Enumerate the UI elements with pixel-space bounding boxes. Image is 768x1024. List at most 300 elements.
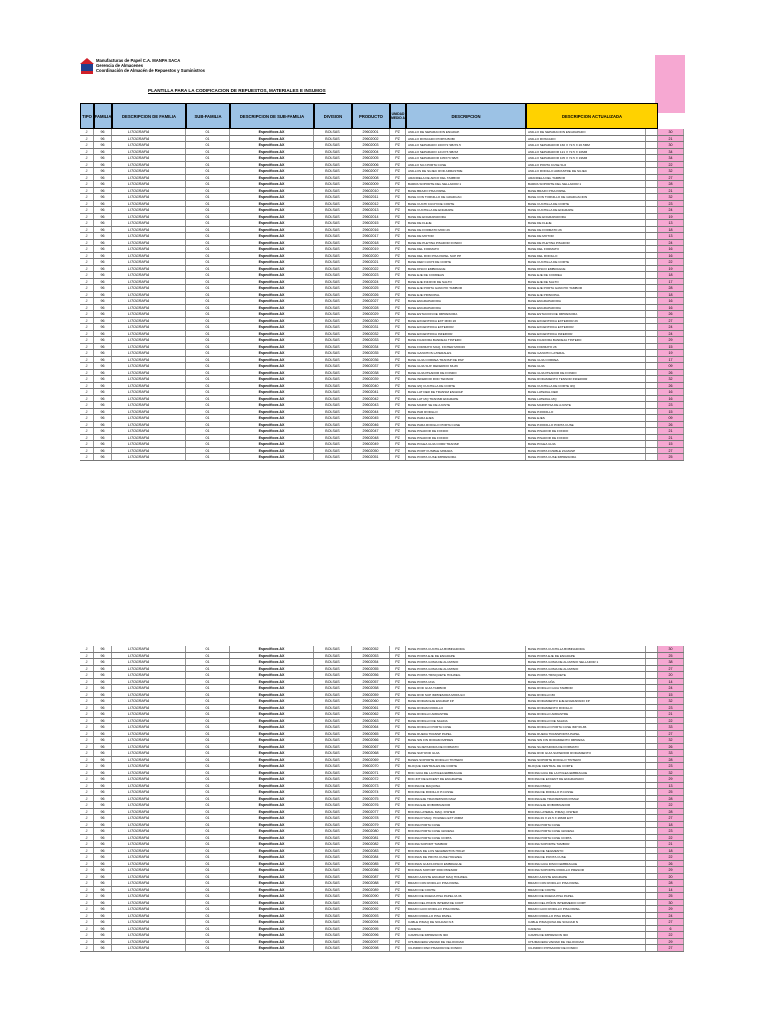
cell-desc-familia: LITOGRAFIA	[112, 441, 186, 447]
cell-division: BOLSAS	[314, 731, 352, 737]
cell-count: 19	[658, 350, 684, 356]
cell-desc-familia: LITOGRAFIA	[112, 679, 186, 685]
cell-tipo: J	[80, 227, 94, 233]
cell-tipo: J	[80, 142, 94, 148]
cell-producto: 29602064	[352, 724, 390, 730]
cell-division: BOLSAS	[314, 809, 352, 815]
cell-sub-familia: 01	[186, 370, 230, 376]
cell-spacer	[646, 136, 658, 142]
header-descripcion-actualizada: DESCRIPCION ACTUALIZADA	[526, 103, 658, 129]
cell-producto: 29602054	[352, 659, 390, 665]
cell-tipo: J	[80, 939, 94, 945]
cell-descripcion: BASE RUEDA TRANSP PAPEL	[406, 731, 526, 737]
cell-descripcion-actualizada: BOCINA P/MAQ	[526, 783, 646, 789]
cell-descripcion-actualizada: BOCINA SOPORTE TAMBOR	[526, 841, 646, 847]
cell-descripcion-actualizada: BASE EJE DE CORREA	[526, 272, 646, 278]
cell-sub-familia: 01	[186, 744, 230, 750]
cell-count: 38	[658, 659, 684, 665]
cell-descripcion-actualizada: BASE RUEDA TRANSPORTA PAPEL	[526, 731, 646, 737]
cell-descripcion-actualizada: BASE DE MOTOR	[526, 233, 646, 239]
cell-familia: 96	[94, 441, 112, 447]
cell-descripcion-actualizada: BASE PORTA UÑA	[526, 679, 646, 685]
cell-tipo: J	[80, 757, 94, 763]
table-row	[80, 454, 684, 461]
cell-desc-familia: LITOGRAFIA	[112, 233, 186, 239]
cell-spacer	[646, 415, 658, 421]
cell-unidad: PZ	[390, 705, 406, 711]
cell-familia: 96	[94, 311, 112, 317]
cell-tipo: J	[80, 383, 94, 389]
cell-count: 21	[658, 428, 684, 434]
cell-descripcion: CADENA	[406, 926, 526, 932]
cell-tipo: J	[80, 705, 94, 711]
cell-division: BOLSAS	[314, 155, 352, 161]
cell-desc-familia: LITOGRAFIA	[112, 259, 186, 265]
cell-count: 28	[658, 880, 684, 886]
cell-producto: 29602081	[352, 835, 390, 841]
cell-unidad: PZ	[390, 376, 406, 382]
cell-unidad: PZ	[390, 679, 406, 685]
cell-descripcion-actualizada: BASE EJE DE SALTO	[526, 279, 646, 285]
cell-sub-familia: 01	[186, 266, 230, 272]
cell-sub-familia: 01	[186, 259, 230, 265]
cell-unidad: PZ	[390, 887, 406, 893]
cell-desc-sub-familia: Especificos AX	[230, 789, 314, 795]
cell-tipo: J	[80, 711, 94, 717]
cell-desc-familia: LITOGRAFIA	[112, 396, 186, 402]
cell-desc-sub-familia: Especificos AX	[230, 750, 314, 756]
cell-producto: 29602003	[352, 142, 390, 148]
cell-tipo: J	[80, 822, 94, 828]
cell-sub-familia: 01	[186, 945, 230, 951]
cell-desc-familia: LITOGRAFIA	[112, 389, 186, 395]
cell-tipo: J	[80, 718, 94, 724]
cell-division: BOLSAS	[314, 259, 352, 265]
cell-sub-familia: 01	[186, 867, 230, 873]
cell-producto: 29602040	[352, 383, 390, 389]
cell-desc-familia: LITOGRAFIA	[112, 653, 186, 659]
cell-desc-sub-familia: Especificos AX	[230, 828, 314, 834]
cell-producto: 29602042	[352, 396, 390, 402]
cell-sub-familia: 01	[186, 396, 230, 402]
cell-descripcion: BASE LAT DER DE TRANSM ENGRAP	[406, 389, 526, 395]
cell-descripcion: BASE SUP ROD GUIA	[406, 750, 526, 756]
cell-division: BOLSAS	[314, 776, 352, 782]
cell-sub-familia: 01	[186, 285, 230, 291]
cell-desc-familia: LITOGRAFIA	[112, 815, 186, 821]
cell-producto: 29602055	[352, 666, 390, 672]
cell-descripcion-actualizada: BASE PORTA TRINQUETE	[526, 672, 646, 678]
cell-tipo: J	[80, 841, 94, 847]
cell-division: BOLSAS	[314, 822, 352, 828]
cell-producto: 29602026	[352, 292, 390, 298]
cell-spacer	[646, 867, 658, 873]
cell-producto: 29602037	[352, 363, 390, 369]
cell-producto: 29602052	[352, 646, 390, 652]
cell-unidad: PZ	[390, 266, 406, 272]
cell-division: BOLSAS	[314, 867, 352, 873]
cell-sub-familia: 01	[186, 763, 230, 769]
cell-desc-familia: LITOGRAFIA	[112, 659, 186, 665]
cell-familia: 96	[94, 240, 112, 246]
cell-count: 20	[658, 672, 684, 678]
cell-division: BOLSAS	[314, 685, 352, 691]
cell-descripcion-actualizada: BASE LATERAL IZQ	[526, 396, 646, 402]
cell-producto: 29602078	[352, 815, 390, 821]
cell-division: BOLSAS	[314, 136, 352, 142]
cell-count: 18	[658, 848, 684, 854]
cell-desc-familia: LITOGRAFIA	[112, 175, 186, 181]
cell-division: BOLSAS	[314, 396, 352, 402]
cell-desc-familia: LITOGRAFIA	[112, 757, 186, 763]
cell-descripcion: BASE CUCHILLA DE ENGRAPE	[406, 207, 526, 213]
cell-count: 34	[658, 149, 684, 155]
cell-familia: 96	[94, 227, 112, 233]
cell-descripcion: BASE SIN FIN RODAM IMPRES	[406, 737, 526, 743]
cell-descripcion-actualizada: BOCINA PORTA CUSE GRUESA	[526, 828, 646, 834]
cell-unidad: PZ	[390, 776, 406, 782]
cell-producto: 29602024	[352, 279, 390, 285]
cell-unidad: PZ	[390, 763, 406, 769]
cell-tipo: J	[80, 149, 94, 155]
cell-familia: 96	[94, 194, 112, 200]
cell-descripcion-actualizada: BASE PORTA FUSIBLE Z/LMASP	[526, 448, 646, 454]
cell-descripcion-actualizada: BASE EJES	[526, 415, 646, 421]
cell-tipo: J	[80, 188, 94, 194]
cell-spacer	[646, 828, 658, 834]
cell-producto: 29602011	[352, 194, 390, 200]
cell-tipo: J	[80, 324, 94, 330]
cell-division: BOLSAS	[314, 796, 352, 802]
cell-descripcion: BASE PORT FUSIBLE M/MARA	[406, 448, 526, 454]
cell-desc-familia: LITOGRAFIA	[112, 214, 186, 220]
cell-familia: 96	[94, 305, 112, 311]
cell-division: BOLSAS	[314, 718, 352, 724]
cell-familia: 96	[94, 272, 112, 278]
cell-desc-familia: LITOGRAFIA	[112, 207, 186, 213]
cell-desc-familia: LITOGRAFIA	[112, 155, 186, 161]
cell-division: BOLSAS	[314, 402, 352, 408]
cell-spacer	[646, 685, 658, 691]
cell-desc-familia: LITOGRAFIA	[112, 162, 186, 168]
cell-division: BOLSAS	[314, 337, 352, 343]
cell-descripcion: BASE DEL FORMATO	[406, 246, 526, 252]
cell-desc-familia: LITOGRAFIA	[112, 363, 186, 369]
cell-sub-familia: 01	[186, 428, 230, 434]
cell-spacer	[646, 240, 658, 246]
cell-desc-sub-familia: Especificos AX	[230, 292, 314, 298]
cell-sub-familia: 01	[186, 815, 230, 821]
cell-familia: 96	[94, 389, 112, 395]
cell-spacer	[646, 227, 658, 233]
cell-tipo: J	[80, 913, 94, 919]
cell-tipo: J	[80, 783, 94, 789]
cell-familia: 96	[94, 737, 112, 743]
cell-familia: 96	[94, 893, 112, 899]
cell-descripcion-actualizada: CABLE P/MAQUINA DE SOLDAR N	[526, 919, 646, 925]
cell-producto: 29602086	[352, 867, 390, 873]
cell-sub-familia: 01	[186, 874, 230, 880]
cell-division: BOLSAS	[314, 285, 352, 291]
cell-desc-familia: LITOGRAFIA	[112, 344, 186, 350]
cell-tipo: J	[80, 835, 94, 841]
cell-desc-familia: LITOGRAFIA	[112, 685, 186, 691]
cell-descripcion-actualizada: BASE ESTACION DE IMPRESORA	[526, 311, 646, 317]
cell-count: 21	[658, 188, 684, 194]
cell-familia: 96	[94, 136, 112, 142]
cell-descripcion-actualizada: BOCINA GUIA DE LA POLEA EMBRAGUE	[526, 770, 646, 776]
cell-spacer	[646, 181, 658, 187]
cell-count: 16	[658, 305, 684, 311]
cell-descripcion-actualizada: BASE CUCHILLA DE ENGRAPE	[526, 207, 646, 213]
cell-spacer	[646, 926, 658, 932]
cell-desc-familia: LITOGRAFIA	[112, 409, 186, 415]
cell-division: BOLSAS	[314, 415, 352, 421]
cell-desc-sub-familia: Especificos AX	[230, 731, 314, 737]
cell-descripcion-actualizada: BASE ROD GUIA SUPERIOR RODAMIENTO	[526, 750, 646, 756]
cell-familia: 96	[94, 926, 112, 932]
sheet-title: PLANTILLA PARA LA CODIFICACION DE REPUESTOS, MATERIALES E INSUMOS	[148, 88, 326, 93]
cell-spacer	[646, 142, 658, 148]
cell-desc-familia: LITOGRAFIA	[112, 253, 186, 259]
cell-sub-familia: 01	[186, 666, 230, 672]
cell-descripcion: BASE GUIA SUP. REFERIDO 66-86	[406, 363, 526, 369]
cell-unidad: PZ	[390, 383, 406, 389]
cell-producto: 29602096	[352, 932, 390, 938]
cell-descripcion-actualizada: BASE EXCENTRICA EXTERIOR 26	[526, 318, 646, 324]
cell-count: 30	[658, 646, 684, 652]
cell-desc-familia: LITOGRAFIA	[112, 428, 186, 434]
cell-familia: 96	[94, 646, 112, 652]
cell-division: BOLSAS	[314, 194, 352, 200]
cell-unidad: PZ	[390, 415, 406, 421]
cell-familia: 96	[94, 724, 112, 730]
cell-unidad: PZ	[390, 298, 406, 304]
cell-unidad: PZ	[390, 155, 406, 161]
cell-desc-familia: LITOGRAFIA	[112, 926, 186, 932]
cell-desc-familia: LITOGRAFIA	[112, 783, 186, 789]
cell-familia: 96	[94, 266, 112, 272]
cell-count: 19	[658, 266, 684, 272]
cell-sub-familia: 01	[186, 162, 230, 168]
cell-familia: 96	[94, 318, 112, 324]
cell-descripcion-actualizada: BASE DISCO EMBRAGUE	[526, 266, 646, 272]
cell-producto: 29602031	[352, 324, 390, 330]
cell-descripcion-actualizada: ANILLO ROSCADO	[526, 136, 646, 142]
cell-spacer	[646, 750, 658, 756]
cell-unidad: PZ	[390, 240, 406, 246]
cell-unidad: PZ	[390, 731, 406, 737]
cell-unidad: PZ	[390, 666, 406, 672]
cell-division: BOLSAS	[314, 305, 352, 311]
table-block-2	[80, 646, 684, 952]
cell-descripcion-actualizada: ANILLO RODILLO ARRASTRE DE SUJEC	[526, 168, 646, 174]
cell-familia: 96	[94, 874, 112, 880]
cell-unidad: PZ	[390, 809, 406, 815]
cell-sub-familia: 01	[186, 402, 230, 408]
cell-descripcion-actualizada: BASE DEL RODILLO	[526, 253, 646, 259]
cell-familia: 96	[94, 292, 112, 298]
cell-division: BOLSAS	[314, 913, 352, 919]
cell-producto: 29602080	[352, 828, 390, 834]
cell-spacer	[646, 175, 658, 181]
cell-familia: 96	[94, 900, 112, 906]
cell-count: 22	[658, 259, 684, 265]
cell-count: 22	[658, 802, 684, 808]
cell-unidad: PZ	[390, 435, 406, 441]
cell-producto: 29602053	[352, 653, 390, 659]
cell-familia: 96	[94, 233, 112, 239]
cell-descripcion-actualizada: BASE DE FORMATO 26	[526, 227, 646, 233]
cell-desc-familia: LITOGRAFIA	[112, 744, 186, 750]
cell-desc-sub-familia: Especificos AX	[230, 815, 314, 821]
cell-descripcion: BASE GUIA PISADOR DE FONDO	[406, 370, 526, 376]
cell-desc-sub-familia: Especificos AX	[230, 835, 314, 841]
cell-spacer	[646, 887, 658, 893]
cell-desc-sub-familia: Especificos AX	[230, 357, 314, 363]
cell-descripcion: BASE EJE PRINCIPAL	[406, 292, 526, 298]
cell-descripcion-actualizada: BOCINA PORTA CUSE CORTA	[526, 835, 646, 841]
cell-producto: 29602085	[352, 861, 390, 867]
cell-desc-familia: LITOGRAFIA	[112, 718, 186, 724]
cell-spacer	[646, 311, 658, 317]
cell-sub-familia: 01	[186, 750, 230, 756]
cell-tipo: J	[80, 828, 94, 834]
cell-spacer	[646, 783, 658, 789]
cell-spacer	[646, 809, 658, 815]
cell-division: BOLSAS	[314, 435, 352, 441]
cell-producto: 29602075	[352, 796, 390, 802]
cell-producto: 29602090	[352, 893, 390, 899]
cell-desc-familia: LITOGRAFIA	[112, 867, 186, 873]
cell-unidad: PZ	[390, 285, 406, 291]
cell-tipo: J	[80, 422, 94, 428]
cell-sub-familia: 01	[186, 318, 230, 324]
cell-descripcion-actualizada: BASE EXCENTRICA EXTERIOR	[526, 324, 646, 330]
cell-desc-sub-familia: Especificos AX	[230, 724, 314, 730]
cell-desc-sub-familia: Especificos AX	[230, 880, 314, 886]
cell-desc-sub-familia: Especificos AX	[230, 324, 314, 330]
cell-sub-familia: 01	[186, 389, 230, 395]
cell-sub-familia: 01	[186, 331, 230, 337]
cell-count: 24	[658, 685, 684, 691]
cell-descripcion-actualizada: BASE DE ENGRAPADORA	[526, 214, 646, 220]
cell-unidad: PZ	[390, 448, 406, 454]
cell-familia: 96	[94, 415, 112, 421]
cell-producto: 29602006	[352, 162, 390, 168]
cell-unidad: PZ	[390, 227, 406, 233]
cell-unidad: PZ	[390, 279, 406, 285]
cell-desc-familia: LITOGRAFIA	[112, 906, 186, 912]
cell-descripcion-actualizada: BASE RODILLO 80	[526, 692, 646, 698]
cell-sub-familia: 01	[186, 880, 230, 886]
cell-desc-familia: LITOGRAFIA	[112, 848, 186, 854]
cell-desc-sub-familia: Especificos AX	[230, 162, 314, 168]
cell-spacer	[646, 659, 658, 665]
cell-tipo: J	[80, 155, 94, 161]
cell-descripcion-actualizada: BRAZO CON RODILLO PISA PAPEL	[526, 880, 646, 886]
cell-producto: 29602001	[352, 129, 390, 135]
cell-spacer	[646, 744, 658, 750]
cell-descripcion: BRAZO GUIO RODILLO PISA PAPEL	[406, 906, 526, 912]
cell-division: BOLSAS	[314, 363, 352, 369]
cell-sub-familia: 01	[186, 272, 230, 278]
cell-sub-familia: 01	[186, 646, 230, 652]
cell-producto: 29602066	[352, 737, 390, 743]
cell-descripcion: BASE POLEA GUIA CORR TRANSP.	[406, 441, 526, 447]
cell-unidad: PZ	[390, 692, 406, 698]
cell-unidad: PZ	[390, 207, 406, 213]
cell-spacer	[646, 666, 658, 672]
cell-division: BOLSAS	[314, 705, 352, 711]
cell-tipo: J	[80, 331, 94, 337]
cell-producto: 29602020	[352, 253, 390, 259]
cell-descripcion-actualizada: BLOQUE CENTRAL DE CORTE	[526, 763, 646, 769]
cell-spacer	[646, 272, 658, 278]
cell-familia: 96	[94, 220, 112, 226]
cell-tipo: J	[80, 854, 94, 860]
cell-tipo: J	[80, 724, 94, 730]
cell-desc-familia: LITOGRAFIA	[112, 698, 186, 704]
cell-desc-sub-familia: Especificos AX	[230, 666, 314, 672]
cell-spacer	[646, 357, 658, 363]
cell-spacer	[646, 646, 658, 652]
cell-spacer	[646, 396, 658, 402]
cell-descripcion: BOCINA PORTA CUSE GRUESA	[406, 828, 526, 834]
cell-division: BOLSAS	[314, 939, 352, 945]
cell-descripcion: BASE PARA RODILLO PORTA CUSE	[406, 422, 526, 428]
cell-desc-familia: LITOGRAFIA	[112, 880, 186, 886]
cell-descripcion: BASE MARIP. SE DE AJUSTE	[406, 402, 526, 408]
cell-descripcion: BOCINA LATERAL MAQ. FISHER	[406, 809, 526, 815]
cell-producto: 29602035	[352, 350, 390, 356]
cell-producto: 29602032	[352, 331, 390, 337]
cell-descripcion: BOCINA EJE ROBOBINADOR	[406, 802, 526, 808]
cell-descripcion: ANILLO SEPARADO 121X73 SB/XZ	[406, 149, 526, 155]
cell-descripcion-actualizada: ANILLO SEPARADOR 160 X 72.5 X 20.5MM	[526, 142, 646, 148]
cell-sub-familia: 01	[186, 454, 230, 460]
cell-sub-familia: 01	[186, 363, 230, 369]
cell-producto: 29602088	[352, 880, 390, 886]
cell-spacer	[646, 435, 658, 441]
cell-descripcion: BASE PISADOR DE FONDO	[406, 435, 526, 441]
cell-descripcion: BOCINA PORTA CUSE	[406, 822, 526, 828]
cell-desc-familia: LITOGRAFIA	[112, 887, 186, 893]
cell-descripcion: BASE EXCENTRICA EXTERIOR	[406, 324, 526, 330]
cell-desc-sub-familia: Especificos AX	[230, 142, 314, 148]
cell-familia: 96	[94, 880, 112, 886]
cell-spacer	[646, 737, 658, 743]
cell-familia: 96	[94, 841, 112, 847]
cell-descripcion: BASE DE MOTOR	[406, 233, 526, 239]
cell-spacer	[646, 802, 658, 808]
cell-familia: 96	[94, 809, 112, 815]
cell-desc-familia: LITOGRAFIA	[112, 149, 186, 155]
cell-descripcion: BASE CUCHI CUCHI DE CORTE	[406, 201, 526, 207]
cell-unidad: PZ	[390, 305, 406, 311]
cell-division: BOLSAS	[314, 835, 352, 841]
cell-desc-familia: LITOGRAFIA	[112, 737, 186, 743]
cell-producto: 29602063	[352, 718, 390, 724]
cell-count: 16	[658, 389, 684, 395]
company-name: Manufacturas de Papel C.A. MANPA SACA	[96, 58, 181, 63]
cell-division: BOLSAS	[314, 175, 352, 181]
cell-sub-familia: 01	[186, 841, 230, 847]
cell-producto: 29602076	[352, 802, 390, 808]
cell-descripcion: ARANDELA DE ARCO DEL TAMBOR	[406, 175, 526, 181]
cell-descripcion-actualizada: BASE P.RODILLO	[526, 409, 646, 415]
cell-desc-sub-familia: Especificos AX	[230, 711, 314, 717]
